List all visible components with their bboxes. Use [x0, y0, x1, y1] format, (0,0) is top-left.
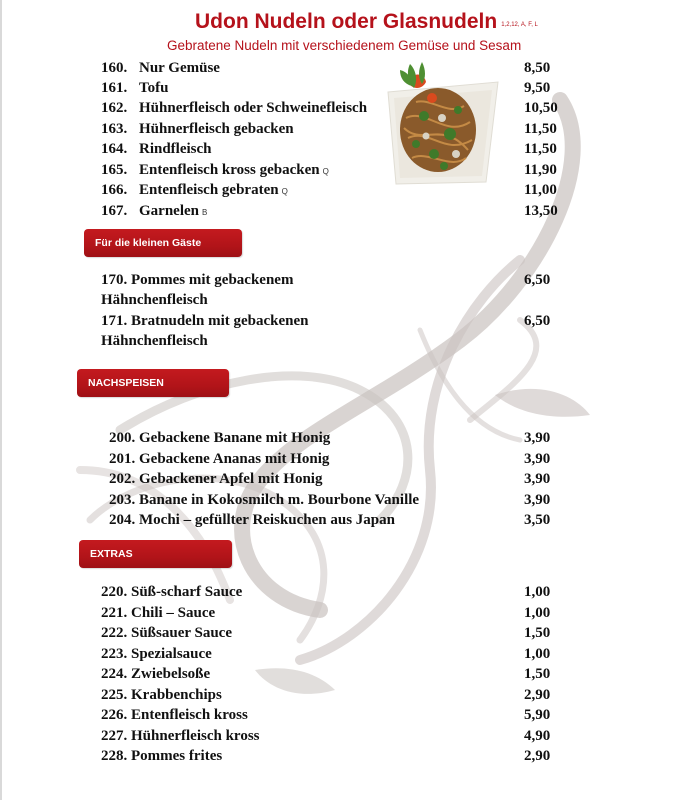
item-number: 163. [101, 121, 128, 137]
item-number: 166. [101, 182, 128, 198]
item-price: 3,90 [524, 430, 551, 446]
item-price: 11,50 [524, 141, 557, 157]
item-number: 161. [101, 80, 128, 96]
item-price: 3,90 [524, 492, 551, 508]
item-price: 6,50 [524, 313, 551, 329]
item-name-line2: Hähnchenfleisch [101, 292, 208, 308]
page-title [195, 10, 538, 34]
item-price: 2,90 [524, 687, 551, 703]
menu-item [101, 201, 207, 223]
allergen-codes: 1,2,12, A, F, L [501, 22, 538, 28]
allergen-code: Q [281, 187, 288, 196]
menu-item: 200. Gebackene Banane mit Honig [109, 430, 331, 446]
menu-item [101, 58, 220, 78]
page-subtitle: Gebratene Nudeln mit verschiedenem Gemüse und Sesam [167, 38, 522, 53]
menu-item [101, 98, 367, 118]
item-price: 11,90 [524, 162, 557, 178]
item-number: 164. [101, 141, 128, 157]
item-name: Hühnerfleisch gebacken [139, 121, 294, 137]
item-price: 1,50 [524, 666, 551, 682]
menu-item: 228. Pommes frites [101, 748, 223, 764]
allergen-code: Q [322, 167, 329, 176]
item-price: 9,50 [524, 80, 551, 96]
item-price: 3,90 [524, 471, 551, 487]
item-name-line1: 171. Bratnudeln mit gebackenen [101, 313, 309, 329]
section-heading-kids: Für die kleinen Gäste [84, 229, 242, 257]
item-number: 167. [101, 203, 128, 219]
item-price: 1,00 [524, 584, 551, 600]
menu-item: 204. Mochi – gefüllter Reiskuchen aus Japan [109, 512, 395, 528]
menu-item [101, 119, 294, 139]
menu-item: 227. Hühnerfleisch kross [101, 728, 260, 744]
item-price: 8,50 [524, 60, 551, 76]
menu-item [101, 311, 309, 351]
item-price: 13,50 [524, 203, 558, 219]
menu-item: 223. Spezialsauce [101, 646, 212, 662]
item-price: 5,90 [524, 707, 551, 723]
item-price: 10,50 [524, 100, 558, 116]
item-price: 2,90 [524, 748, 551, 764]
item-price: 11,50 [524, 121, 557, 137]
page-edge [0, 0, 2, 800]
item-name: Entenfleisch gebraten [139, 182, 279, 198]
item-name: Entenfleisch kross gebacken [139, 162, 320, 178]
item-name: Nur Gemüse [139, 60, 220, 76]
item-price: 11,00 [524, 182, 557, 198]
item-name: Tofu [139, 80, 169, 96]
menu-item [101, 139, 212, 159]
menu-item: 203. Banane in Kokosmilch m. Bourbone Vanille [109, 492, 420, 508]
item-number: 160. [101, 60, 128, 76]
menu-item [101, 180, 288, 202]
item-price: 6,50 [524, 272, 551, 288]
menu-item [101, 160, 329, 182]
section-heading-desserts: NACHSPEISEN [77, 369, 229, 397]
item-price: 3,50 [524, 512, 551, 528]
item-price: 1,50 [524, 625, 551, 641]
section-heading-extras: EXTRAS [79, 540, 232, 568]
menu-item: 201. Gebackene Ananas mit Honig [109, 451, 330, 467]
menu-item: 202. Gebackener Apfel mit Honig [109, 471, 323, 487]
item-price: 1,00 [524, 605, 551, 621]
item-number: 162. [101, 100, 128, 116]
allergen-code: B [202, 208, 208, 217]
menu-item: 226. Entenfleisch kross [101, 707, 248, 723]
item-price: 3,90 [524, 451, 551, 467]
menu-item [101, 78, 168, 98]
item-name: Hühnerfleisch oder Schweinefleisch [139, 100, 368, 116]
title-text: Udon Nudeln oder Glasnudeln [195, 10, 498, 33]
menu-item: 225. Krabbenchips [101, 687, 222, 703]
item-name: Rindfleisch [139, 141, 212, 157]
noodle-dish-photo [386, 58, 502, 188]
item-number: 165. [101, 162, 128, 178]
menu-item [101, 270, 293, 310]
item-price: 4,90 [524, 728, 551, 744]
item-price: 1,00 [524, 646, 551, 662]
item-name-line1: 170. Pommes mit gebackenem [101, 272, 294, 288]
item-name-line2: Hähnchenfleisch [101, 333, 208, 349]
item-name: Garnelen [139, 203, 199, 219]
menu-item: 222. Süßsauer Sauce [101, 625, 233, 641]
menu-item: 224. Zwiebelsoße [101, 666, 211, 682]
menu-item: 221. Chili – Sauce [101, 605, 216, 621]
menu-item: 220. Süß-scharf Sauce [101, 584, 243, 600]
